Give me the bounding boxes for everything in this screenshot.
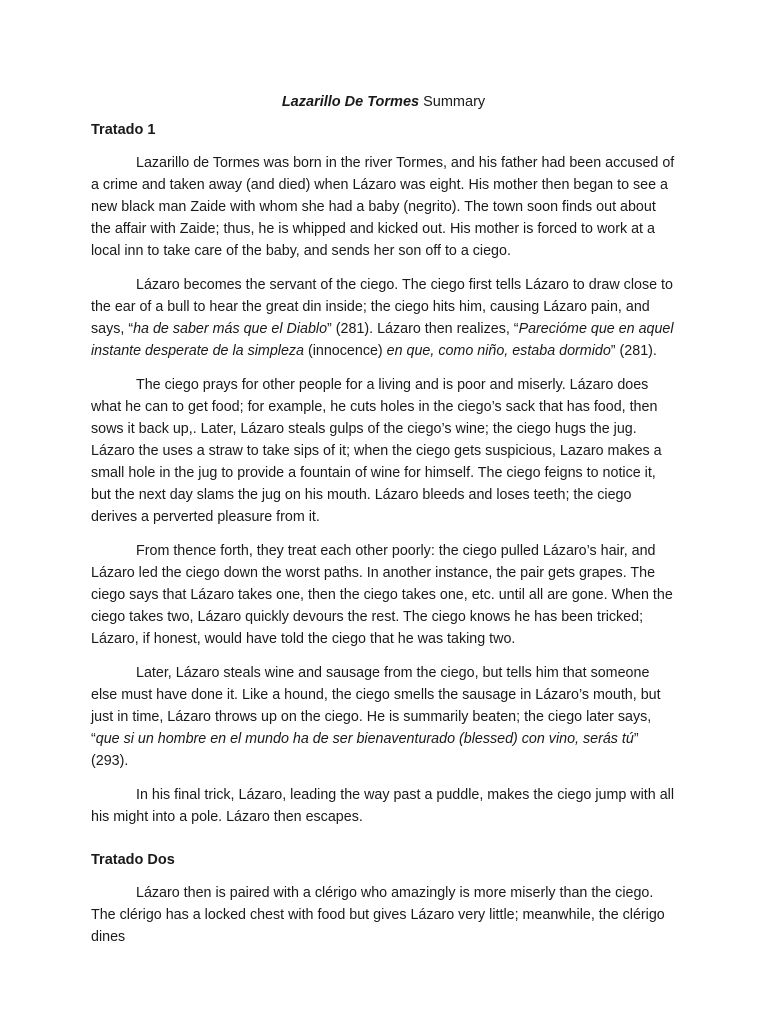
paragraph: The ciego prays for other people for a living and is poor and miserly. Lázaro does what he can to get food; for example, he cuts holes in the ciego’s sack that has food, then sows it back up,. Later, Lázaro steals gulps of the ciego’s wine; the ciego hugs the jug. Lázaro the uses a straw to take sips of it; when the ciego gets suspicious, Lazaro makes a small hole in the jug to provide a fountain of wine for himself. The ciego feigns to notice it, but the next day slams the jug on his mouth. Lázaro bleeds and loses teeth; the ciego derives a perverted pleasure from it. [91, 377, 662, 525]
text-run: (innocence) [304, 343, 387, 359]
section-heading-tratado-1: Tratado 1 [91, 122, 156, 138]
quote-italic: ha de saber más que el Diablo [133, 321, 328, 337]
section-heading-tratado-dos: Tratado Dos [91, 852, 175, 868]
paragraph: In his final trick, Lázaro, leading the way past a puddle, makes the ciego jump with all his might into a pole. Lázaro then escapes. [91, 787, 675, 825]
text-run: Lázaro becomes the servant of the ciego. The ciego first tells Lázaro to draw close to the ear of a bull to hear the great din inside; the ciego hits him, causing Lázaro pain, and says, “ [91, 277, 673, 337]
title-italic: Lazarillo De Tormes [281, 94, 420, 110]
quote-italic: que si un hombre en el mundo ha de ser bienaventurado (blessed) con vino, serás tú [95, 731, 634, 747]
paragraph: Lázaro then is paired with a clérigo who amazingly is more miserly than the ciego. The clérigo has a locked chest with food but gives Lázaro very little; meanwhile, the clérigo dines [91, 885, 665, 945]
paragraph: Lazarillo de Tormes was born in the river Tormes, and his father had been accused of a crime and taken away (and died) when Lázaro was eight. His mother then began to see a new black man Zaide with whom she had a baby (negrito). The town soon finds out about the affair with Zaide; thus, he is whipped and kicked out. His mother is forced to work at a local inn to take care of the baby, and sends her son off to a ciego. [91, 155, 675, 259]
text-run: Later, Lázaro steals wine and sausage from the ciego, but tells him that someone else must have done it. Like a hound, the ciego smells the sausage in Lázaro’s mouth, but just in time, Lázaro throws up on the ciego. He is summarily beaten; the ciego later says, “ [91, 665, 661, 747]
document-title [91, 92, 676, 112]
text-run: ” (293). [91, 731, 639, 769]
spacer [91, 840, 676, 850]
title-rest: Summary [419, 94, 486, 110]
quote-italic: en que, como niño, estaba dormido [386, 343, 611, 359]
text-run: ” (281). [610, 343, 657, 359]
quote-italic: Parecióme que en aquel instante desperate de la simpleza [91, 321, 674, 359]
text-run: ” (281). Lázaro then realizes, “ [327, 321, 519, 337]
paragraph [91, 662, 676, 772]
paragraph [91, 274, 676, 362]
paragraph: From thence forth, they treat each other poorly: the ciego pulled Lázaro’s hair, and Lázaro led the ciego down the worst paths. In another instance, the pair gets grapes. The ciego says that Lázaro takes one, then the ciego takes one, etc. until all are gone. When the ciego takes two, Lázaro quickly devours the rest. The ciego knows he has been tricked; Lázaro, if honest, would have told the ciego that he was taking two. [91, 543, 673, 647]
